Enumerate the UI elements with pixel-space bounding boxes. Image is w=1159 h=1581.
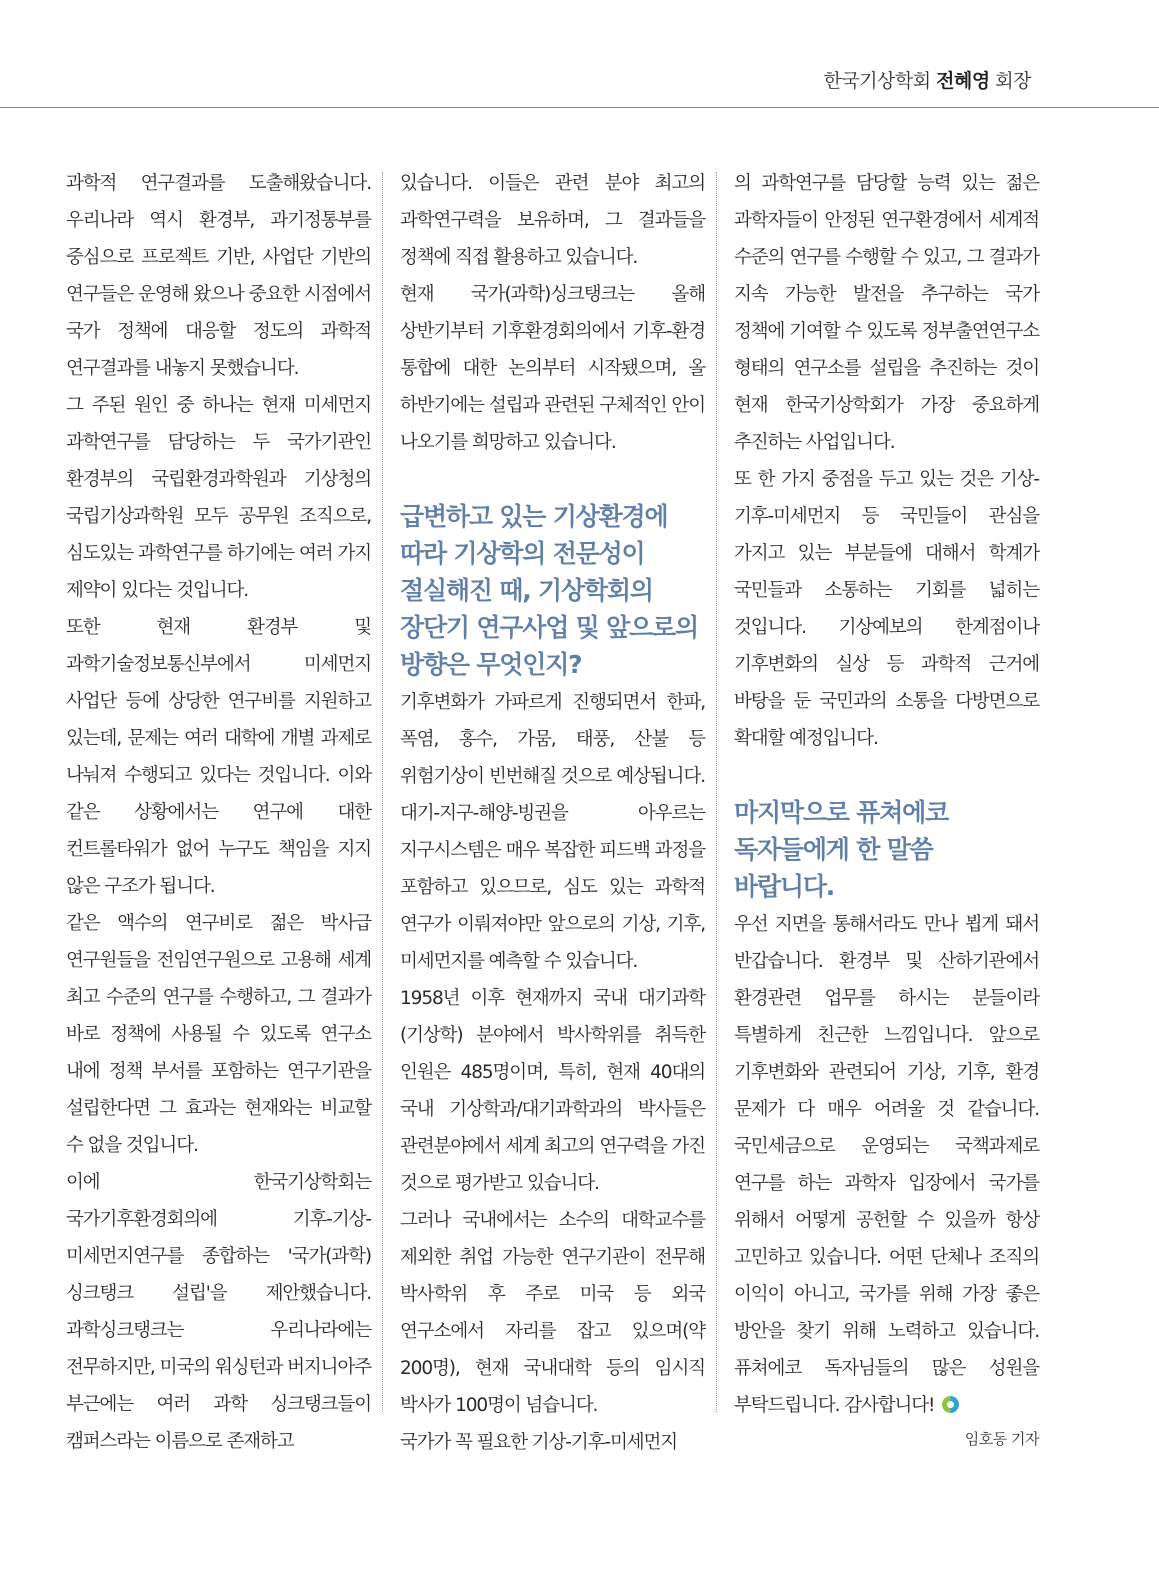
column-divider-2 <box>716 172 717 1412</box>
header-rule <box>0 107 1159 108</box>
reporter-byline: 임호동 기자 <box>964 1430 1039 1448</box>
circle-end-mark-icon <box>942 1396 959 1413</box>
paragraph: 국가가 꼭 필요한 기상-기후-미세먼지 <box>400 1432 678 1453</box>
closing-text: 우선 지면을 통해서라도 만나 뵙게 돼서 반갑습니다. 환경부 및 산하기관에서 환경관련 업무를 하시는 분들이라 특별하게 친근한 느낌입니다. 앞으로 기후변화와 관련되어 기상, 기후, 환경 문제가 다 매우 어려울 것 같습니다. 국민세금으로 운영되는 국책과제로 연구를 하는 과학자 입장에서 국가를 위해서 어떻게 공헌할 수 있을까 항상 고민하고 있습니다. 어떤 단체나 조직의 이익이 아니고, 국가를 위해 가장 좋은 방안을 찾기 위해 노력하고 있습니다. 퓨쳐에코 독자님들의 많은 성원을 부탁드립니다. 감사합니다! <box>734 914 1039 1416</box>
paragraph: 의 과학연구를 담당할 능력 있는 젊은 과학자들이 안정된 연구환경에서 세계적 수준의 연구를 수행할 수 있고, 그 결과가 지속 가능한 발전을 추구하는 국가 정책에 기여할 수 있도록 정부출연연구소 형태의 연구소를 설립을 추진하는 것이 현재 한국기상학회가 가장 중요하게 추진하는 사업입니다. <box>734 173 1039 453</box>
paragraph: 과학적 연구결과를 도출해왔습니다. 우리나라 역시 환경부, 과기정통부를 중심으로 프로젝트 기반, 사업단 기반의 연구들은 운영해 왔으나 중요한 시점에서 국가 정책에 대응할 정도의 과학적 연구결과를 내놓지 못했습니다. <box>66 173 371 379</box>
paragraph: 기후변화가 가파르게 진행되면서 한파, 폭염, 홍수, 가뭄, 태풍, 산불 등 위험기상이 빈번해질 것으로 예상됩니다. 대기-지구-해양-빙권을 아우르는 지구시스템은 매우 복잡한 피드백 과정을 포함하고 있으므로, 심도 있는 과학적 연구가 이뤄져야만 앞으로의 기상, 기후, 미세먼지를 예측할 수 있습니다. <box>400 692 705 972</box>
running-header <box>824 66 1032 93</box>
paragraph: 그러나 국내에서는 소수의 대학교수를 제외한 취업 가능한 연구기관이 전무해 박사학위 후 주로 미국 등 외국 연구소에서 자리를 잡고 있으며(약 200명), 현재 국내대학 등의 임시직 박사가 100명이 넘습니다. <box>400 1210 705 1416</box>
paragraph: 1958년 이후 현재까지 국내 대기과학(기상학) 분야에서 박사학위를 취득한 인원은 485명이며, 특히, 현재 40대의 국내 기상학과/대기과학과의 박사들은 관련분야에서 세계 최고의 연구력을 가진 것으로 평가받고 있습니다. <box>400 988 705 1194</box>
paragraph: 또한 현재 환경부 및 과학기술정보통신부에서 미세먼지 사업단 등에 상당한 연구비를 지원하고 있는데, 문제는 여러 대학에 개별 과제로 나눠져 수행되고 있다는 것입니다. 이와 같은 상황에서는 연구에 대한 컨트롤타워가 없어 누구도 책임을 지지 않은 구조가 됩니다. <box>66 617 371 897</box>
column-divider-1 <box>382 172 383 1412</box>
header-name: 전혜영 <box>936 70 990 92</box>
paragraph: 그 주된 원인 중 하나는 현재 미세먼지 과학연구를 담당하는 두 국가기관인 환경부의 국립환경과학원과 기상청의 국립기상과학원 모두 공무원 조직으로, 심도있는 과학연구를 하기에는 여러 가지 제약이 있다는 것입니다. <box>66 395 371 601</box>
interview-question: 급변하고 있는 기상환경에 따라 기상학의 전문성이 절실해진 때, 기상학회의 장단기 연구사업 및 앞으로의 방향은 무엇인지? <box>400 502 698 679</box>
header-title: 회장 <box>995 70 1031 92</box>
paragraph: 현재 국가(과학)싱크탱크는 올해 상반기부터 기후환경회의에서 기후-환경 통합에 대한 논의부터 시작됐으며, 올 하반기에는 설립과 관련된 구체적인 안이 나오기를 희망하고 있습니다. <box>400 284 705 453</box>
column-1 <box>66 165 371 1460</box>
column-2 <box>400 165 705 1461</box>
closing-paragraph <box>734 906 1039 1424</box>
header-org: 한국기상학회 <box>823 70 931 92</box>
paragraph: 이에 한국기상학회는 국가기후환경회의에 기후-기상-미세먼지연구를 종합하는 '국가(과학)싱크탱크 설립'을 제안했습니다. 과학싱크탱크는 우리나라에는 전무하지만, 미국의 워싱턴과 버지니아주 부근에는 여러 과학 싱크탱크들이 캠퍼스라는 이름으로 존재하고 <box>66 1172 371 1452</box>
paragraph: 있습니다. 이들은 관련 분야 최고의 과학연구력을 보유하며, 그 결과들을 정책에 직접 활용하고 있습니다. <box>400 173 705 268</box>
paragraph: 또 한 가지 중점을 두고 있는 것은 기상-기후-미세먼지 등 국민들이 관심을 가지고 있는 부분들에 대해서 학계가 국민들과 소통하는 기회를 넓히는 것입니다. 기상예보의 한계점이나 기후변화의 실상 등 과학적 근거에 바탕을 둔 국민과의 소통을 다방면으로 확대할 예정입니다. <box>734 469 1039 749</box>
paragraph: 같은 액수의 연구비로 젊은 박사급 연구원들을 전임연구원으로 고용해 세계 최고 수준의 연구를 수행하고, 그 결과가 바로 정책에 사용될 수 있도록 연구소 내에 정책 부서를 포함하는 연구기관을 설립한다면 그 효과는 현재와는 비교할 수 없을 것입니다. <box>66 913 371 1156</box>
column-3 <box>734 165 1039 1454</box>
interview-question: 마지막으로 퓨쳐에코 독자들에게 한 말씀 바랍니다. <box>734 798 949 901</box>
